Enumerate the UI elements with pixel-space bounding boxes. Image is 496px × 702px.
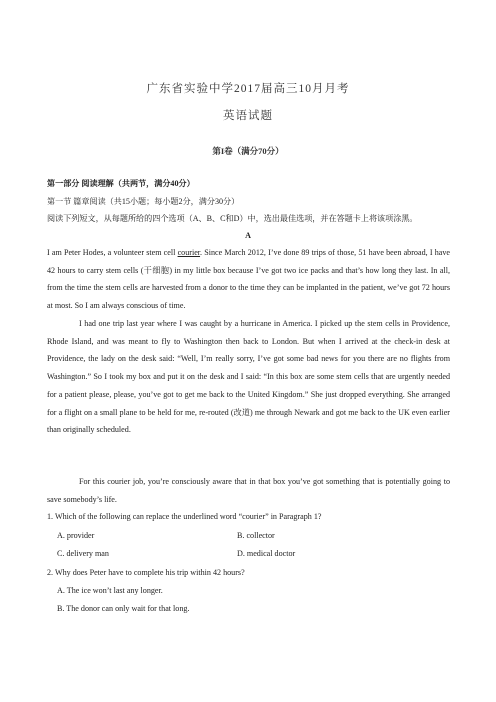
question-1-option-b: B. collector: [237, 531, 275, 540]
part-title: 第一部分 阅读理解（共两节，满分40分）: [47, 179, 195, 188]
question-2-stem: 2. Why does Peter have to complete his trip within 42 hours?: [47, 568, 245, 577]
passage-label: A: [245, 231, 251, 240]
question-1-option-a: A. provider: [57, 531, 95, 540]
passage-paragraph-3: For this courier job, you’re consciously aware that in that box you’ve got something that is potentially going to save somebody’s life.: [47, 477, 450, 504]
question-2-option-b: B. The donor can only wait for that long.: [57, 604, 190, 613]
underlined-word: courier: [177, 248, 201, 257]
question-1-stem: 1. Which of the following can replace the underlined word “courier” in Paragraph 1?: [47, 512, 322, 521]
passage-paragraph-2: I had one trip last year where I was caught by a hurricane in America. I picked up the stem cells in Providence, Rhode Island, and was meant to fly to Washington then back to London. But when I arrived at the check-in desk at Providence, the lady on the desk said: “Well, I’m really sorry, I’ve got some bad news for you there are no flights from Washington.” So I took my box and put it on the desk and I said: “In this box are some stem cells that are urgently needed for a patient please, please, you’ve got to get me back to the United Kingdom.” She just dropped everything. She arranged for a flight on a small plane to be held for me, re-routed (改道) me through Newark and got me back to the UK even earlier than originally scheduled.: [47, 319, 450, 435]
subsection-title: 第一节 篇章阅读（共15小题；每小题2分，满分30分）: [47, 197, 240, 206]
instruction-text: 阅读下列短文，从每题所给的四个选项（A、B、C和D）中，选出最佳选项，并在答题卡上将该项涂黑。: [47, 214, 418, 223]
volume-heading: 第I卷（满分70分）: [212, 146, 284, 156]
passage-paragraph-1: I am Peter Hodes, a volunteer stem cell courier. Since March 2012, I’ve done 89 trips of those, 51 have been abroad, I have 42 hours to carry stem cells (干细胞) in my little box because I’ve got two ice packs and that’s how long they last. In all, from the time the stem cells are harvested from a donor to the time they can be implanted in the patient, we’ve got 72 hours at most. So I am always conscious of time.: [47, 248, 450, 311]
question-2-option-a: A. The ice won’t last any longer.: [57, 586, 163, 595]
question-1-option-c: C. delivery man: [57, 549, 109, 558]
exam-subject: 英语试题: [223, 110, 273, 122]
exam-title: 广东省实验中学2017届高三10月月考: [146, 83, 350, 95]
question-1-option-d: D. medical doctor: [237, 549, 296, 558]
